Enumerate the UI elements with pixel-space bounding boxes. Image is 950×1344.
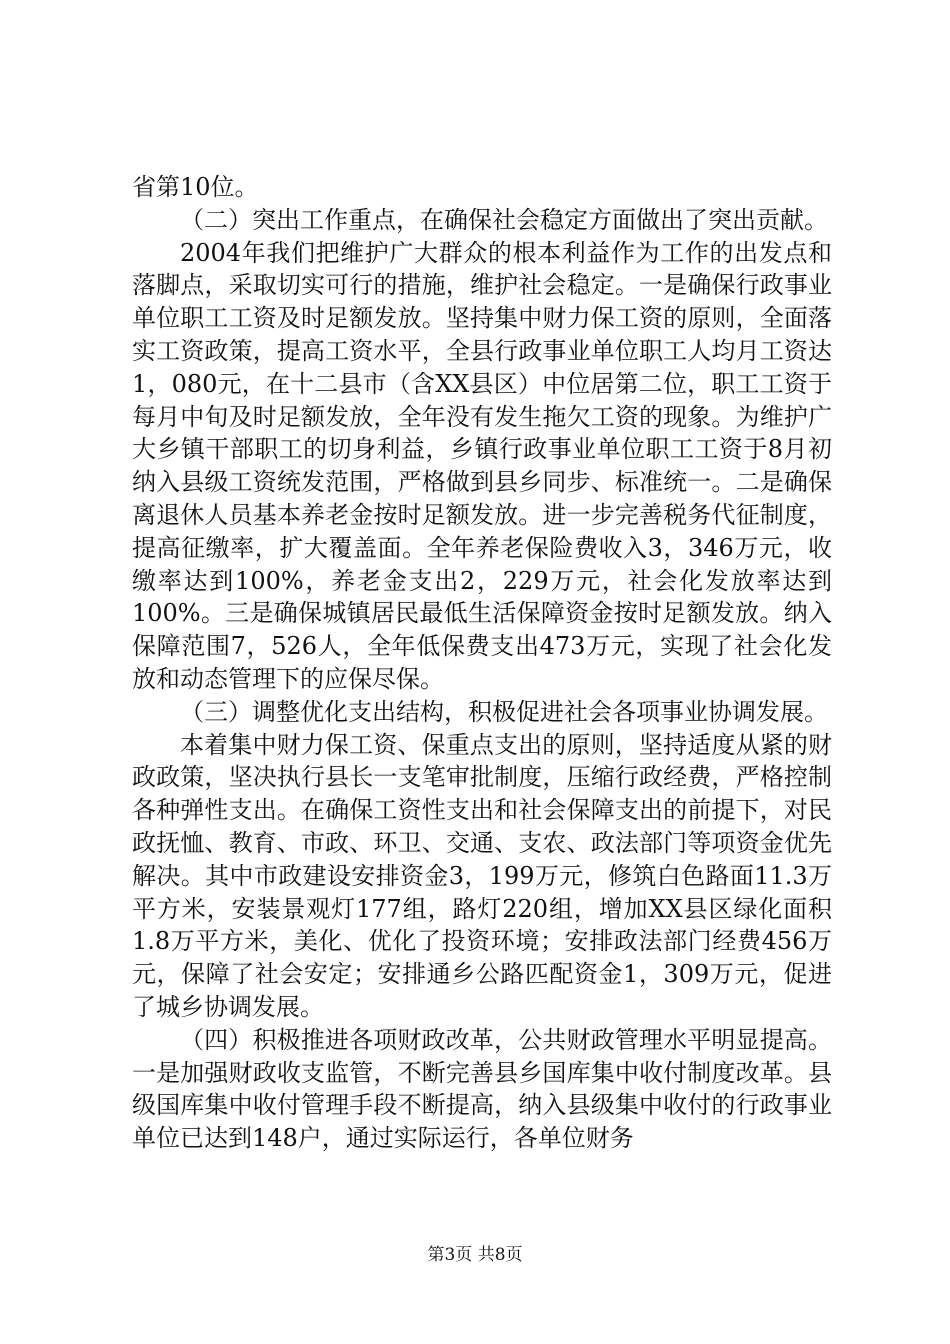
paragraph-4-heading: （三）调整优化支出结构，积极促进社会各项事业协调发展。 xyxy=(180,697,828,726)
paragraph-6: （四）积极推进各项财政改革，公共财政管理水平明显提高。一是加强财政收支监管，不断完善县乡国库集中收付制度改革。县级国库集中收付管理手段不断提高，纳入县级集中收付的行政事业单位已达到148户，通过实际运行，各单位财务 xyxy=(132,1025,832,1153)
document-body xyxy=(132,171,832,1155)
paragraph-5: 本着集中财力保工资、保重点支出的原则，坚持适度从紧的财政政策，坚决执行县长一支笔审批制度，压缩行政经费，严格控制各种弹性支出。在确保工资性支出和社会保障支出的前提下，对民政抚恤、教育、市政、环卫、交通、支农、政法部门等项资金优先解决。其中市政建设安排资金3，199万元，修筑白色路面11.3万平方米，安装景观灯177组，路灯220组，增加XX县区绿化面积1.8万平方米，美化、优化了投资环境；安排政法部门经费456万元，保障了社会安定；安排通乡公路匹配资金1，309万元，促进了城乡协调发展。 xyxy=(132,730,832,1021)
paragraph-1: 省第10位。 xyxy=(132,173,259,201)
paragraph-3: 2004年我们把维护广大群众的根本利益作为工作的出发点和落脚点，采取切实可行的措施，维护社会稳定。一是确保行政事业单位职工工资及时足额发放。坚持集中财力保工资的原则，全面落实工资政策，提高工资水平，全县行政事业单位职工人均月工资达1，080元，在十二县市（含XX县区）中位居第二位，职工工资于每月中旬及时足额发放，全年没有发生拖欠工资的现象。为维护广大乡镇干部职工的切身利益，乡镇行政事业单位职工工资于8月初纳入县级工资统发范围，严格做到县乡同步、标准统一。二是确保离退休人员基本养老金按时足额发放。进一步完善税务代征制度，提高征缴率，扩大覆盖面。全年养老保险费收入3，346万元，收缴率达到100%，养老金支出2，229万元，社会化发放率达到100%。三是确保城镇居民最低生活保障资金按时足额发放。纳入保障范围7，526人，全年低保费支出473万元，实现了社会化发放和动态管理下的应保尽保。 xyxy=(132,238,832,693)
page-footer: 第3页 共8页 xyxy=(427,1245,523,1265)
paragraph-2-heading: （二）突出工作重点，在确保社会稳定方面做出了突出贡献。 xyxy=(180,205,828,234)
